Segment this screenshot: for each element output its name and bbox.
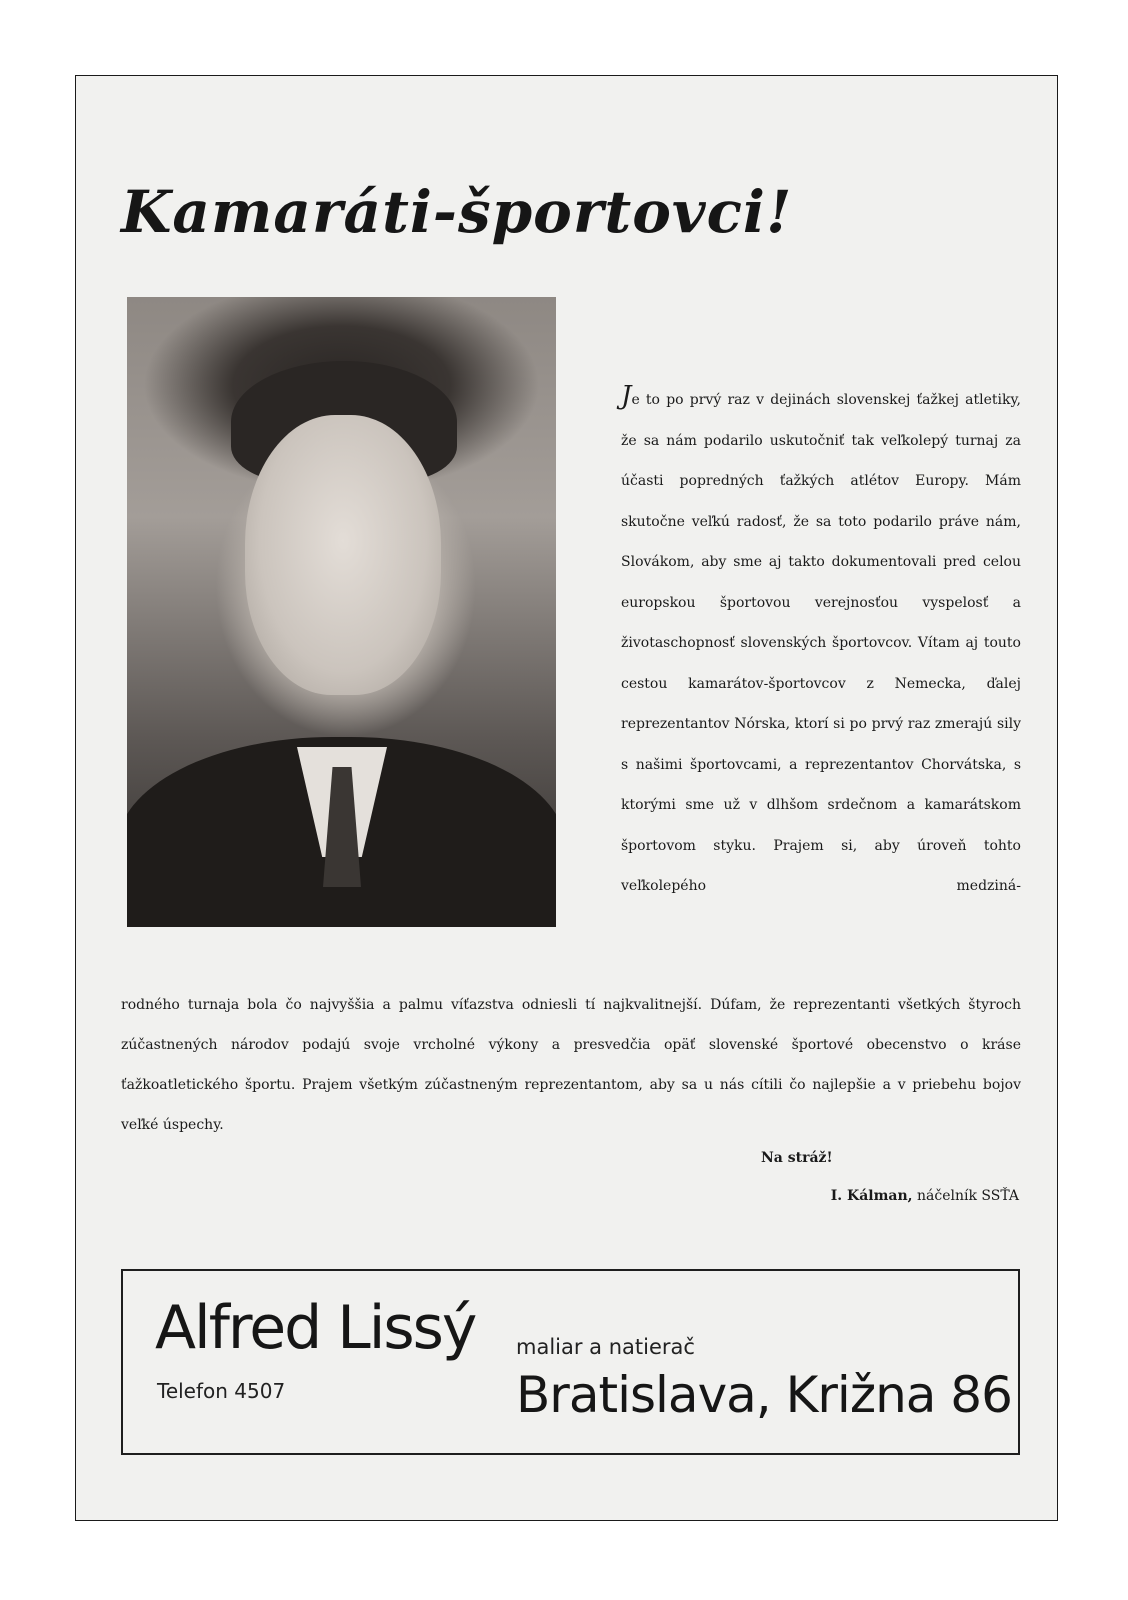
signature-name: I. Kálman, bbox=[830, 1188, 913, 1204]
letter-dropcap: J bbox=[621, 381, 632, 411]
letter-intro-text: e to po prvý raz v dejinách slovenskej ťažkej atletiky, že sa nám podarilo uskutočniť tak veľkolepý turnaj za účasti popredných ťažkých atlétov Europy. Mám skutočne veľkú radosť, že sa toto podarilo práve nám, Slovákom, aby sme aj takto dokumentovali pred celou europskou športovou verejnosťou vyspelosť a životaschopnosť slovenských športovcov. Vítam aj touto cestou kamarátov-športovcov z Nemecka, ďalej reprezentantov Nórska, ktorí si po prvý raz zmerajú sily s našimi športovcami, a reprezentantov Chorvátska, s ktorými sme už v dlhšom srdečnom a kamarátskom športovom styku. Prajem si, aby úroveň tohto veľkolepého medziná- bbox=[621, 392, 1021, 894]
signature-title: náčelník SSŤA bbox=[916, 1188, 1019, 1204]
headline: Kamaráti-športovci! bbox=[121, 178, 793, 246]
letter-greeting: Na stráž! bbox=[761, 1150, 833, 1166]
portrait-face bbox=[245, 415, 441, 695]
ad-trade: maliar a natierač bbox=[516, 1335, 695, 1359]
ad-phone: Telefon 4507 bbox=[157, 1379, 286, 1403]
portrait-photo bbox=[127, 297, 556, 927]
letter-continuation-paragraph: rodného turnaja bola čo najvyššia a palmu víťazstva odniesli tí najkvalitnejší. Dúfam, že reprezentanti všetkých štyroch zúčastnených národov podajú svoje vrcholné výkony a presvedčia opäť slovenské športové obecenstvo o kráse ťažkoatletického športu. Prajem všetkým zúčastneným reprezentantom, aby sa u nás cítili čo najlepšie a v priebehu bojov veľké úspechy. bbox=[121, 997, 1021, 1133]
letter-intro-paragraph bbox=[621, 376, 1021, 907]
ad-business-name: Alfred Lissý bbox=[155, 1293, 476, 1363]
advertisement-box bbox=[121, 1269, 1020, 1455]
ad-address: Bratislava, Križna 86 bbox=[516, 1366, 1012, 1424]
letter-signature bbox=[831, 1188, 1019, 1204]
document-page bbox=[75, 75, 1058, 1521]
